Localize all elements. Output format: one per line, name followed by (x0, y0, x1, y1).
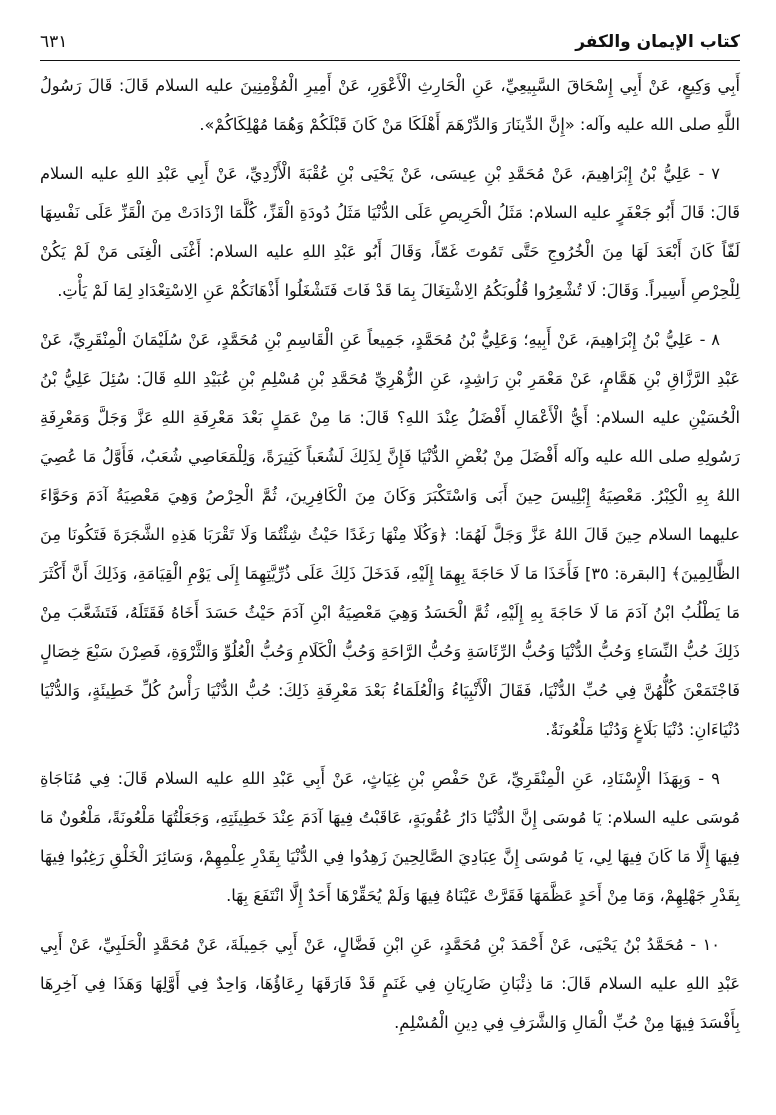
hadith-10: ١٠ - مُحَمَّدُ بْنُ يَحْيَى، عَنْ أَحْمَدَ بْنِ مُحَمَّدٍ، عَنِ ابْنِ فَضَّالٍ، عَنْ أَبِي جَمِيلَةَ، عَنْ مُحَمَّدٍ الْحَلَبِيِّ، عَنْ أَبِي عَبْدِ اللهِ عليه السلام قَالَ: مَا ذِئْبَانِ ضَارِيَانِ فِي غَنَمٍ قَدْ فَارَقَهَا رِعَاؤُهَا، وَاحِدٌ فِي أَوَّلِهَا وَهَذَا فِي آخِرِهَا بِأَفْسَدَ فِيهَا مِنْ حُبِّ الْمَالِ وَالشَّرَفِ فِي دِينِ الْمُسْلِمِ. (40, 935, 740, 1032)
page-number: ٦٣١ (40, 32, 68, 52)
hadith-9: ٩ - وَبِهَذَا الْإِسْنَادِ، عَنِ الْمِنْقَرِيِّ، عَنْ حَفْصِ بْنِ غِيَاثٍ، عَنْ أَبِي عَبْدِ اللهِ عليه السلام قَالَ: فِي مُنَاجَاةِ مُوسَى عليه السلام: يَا مُوسَى إِنَّ الدُّنْيَا دَارُ عُقُوبَةٍ، عَاقَبْتُ فِيهَا آدَمَ عِنْدَ خَطِيئَتِهِ، وَجَعَلْتُهَا مَلْعُونَةً، مَلْعُونٌ مَا فِيهَا إِلَّا مَا كَانَ فِيهَا لِي، يَا مُوسَى إِنَّ عِبَادِيَ الصَّالِحِينَ زَهِدُوا فِي الدُّنْيَا بِقَدْرِ عِلْمِهِمْ، وَسَائِرَ الْخَلْقِ رَغِبُوا فِيهَا بِقَدْرِ جَهْلِهِمْ، وَمَا مِنْ أَحَدٍ عَظَّمَهَا فَقَرَّتْ عَيْنَاهُ فِيهَا وَلَمْ يُحَقِّرْهَا أَحَدٌ إِلَّا انْتَفَعَ بِهَا. (40, 769, 740, 905)
header-rule (40, 60, 740, 61)
page-body (40, 66, 740, 1042)
book-title: كتاب الإيمان والكفر (575, 32, 740, 52)
paragraph-continuation: أَبِي وَكِيعٍ، عَنْ أَبِي إِسْحَاقَ السَّبِيعِيِّ، عَنِ الْحَارِثِ الْأَعْوَرِ، عَنْ أَمِيرِ الْمُؤْمِنِينَ عليه السلام قَالَ: قَالَ رَسُولُ اللَّهِ صلى الله عليه وآله: «إِنَّ الدِّينَارَ وَالدِّرْهَمَ أَهْلَكَا مَنْ كَانَ قَبْلَكُمْ وَهُمَا مُهْلِكَاكُمْ». (40, 76, 740, 134)
hadith-8: ٨ - عَلِيُّ بْنُ إِبْرَاهِيمَ، عَنْ أَبِيهِ؛ وَعَلِيُّ بْنُ مُحَمَّدٍ، جَمِيعاً عَنِ الْقَاسِمِ بْنِ مُحَمَّدٍ، عَنْ سُلَيْمَانَ الْمِنْقَرِيِّ، عَنْ عَبْدِ الرَّزَّاقِ بْنِ هَمَّامٍ، عَنْ مَعْمَرِ بْنِ رَاشِدٍ، عَنِ الزُّهْرِيِّ مُحَمَّدِ بْنِ مُسْلِمِ بْنِ عُبَيْدِ اللهِ قَالَ: سُئِلَ عَلِيُّ بْنُ الْحُسَيْنِ عليه السلام: أَيُّ الْأَعْمَالِ أَفْضَلُ عِنْدَ اللهِ؟ قَالَ: مَا مِنْ عَمَلٍ بَعْدَ مَعْرِفَةِ اللهِ عَزَّ وَجَلَّ وَمَعْرِفَةِ رَسُولِهِ صلى الله عليه وآله أَفْضَلَ مِنْ بُغْضِ الدُّنْيَا فَإِنَّ لِذَلِكَ لَشُعَباً كَثِيرَةً، وَلِلْمَعَاصِي شُعَبٌ، فَأَوَّلُ مَا عُصِيَ اللهُ بِهِ الْكِبْرُ. مَعْصِيَةُ إِبْلِيسَ حِينَ أَبَى وَاسْتَكْبَرَ وَكَانَ مِنَ الْكَافِرِينَ، ثُمَّ الْحِرْصُ وَهِيَ مَعْصِيَةُ آدَمَ وَحَوَّاءَ عليهما السلام حِينَ قَالَ اللهُ عَزَّ وَجَلَّ لَهُمَا: ﴿وَكُلَا مِنْهَا رَغَدًا حَيْثُ شِئْتُمَا وَلَا تَقْرَبَا هَذِهِ الشَّجَرَةَ فَتَكُونَا مِنَ الظَّالِمِينَ﴾ [البقرة: ٣٥] فَأَخَذَا مَا لَا حَاجَةَ بِهِمَا إِلَيْهِ، فَدَخَلَ ذَلِكَ عَلَى ذُرِّيَّتِهِمَا إِلَى يَوْمِ الْقِيَامَةِ، وَذَلِكَ أَنَّ أَكْثَرَ مَا يَطْلُبُ ابْنُ آدَمَ مَا لَا حَاجَةَ بِهِ إِلَيْهِ، ثُمَّ الْحَسَدُ وَهِيَ مَعْصِيَةُ ابْنِ آدَمَ حَيْثُ حَسَدَ أَخَاهُ فَقَتَلَهُ، فَتَشَعَّبَ مِنْ ذَلِكَ حُبُّ النِّسَاءِ وَحُبُّ الدُّنْيَا وَحُبُّ الرِّئَاسَةِ وَحُبُّ الرَّاحَةِ وَحُبُّ الْكَلَامِ وَحُبُّ الْعُلُوِّ وَالثَّرْوَةِ، فَصِرْنَ سَبْعَ خِصَالٍ فَاجْتَمَعْنَ كُلُّهُنَّ فِي حُبِّ الدُّنْيَا، فَقَالَ الْأَنْبِيَاءُ وَالْعُلَمَاءُ بَعْدَ مَعْرِفَةِ ذَلِكَ: حُبُّ الدُّنْيَا رَأْسُ كُلِّ خَطِيئَةٍ، وَالدُّنْيَا دُنْيَاءَانِ: دُنْيَا بَلَاغٍ وَدُنْيَا مَلْعُونَةٌ. (40, 330, 740, 739)
page-header (40, 30, 740, 56)
hadith-7: ٧ - عَلِيُّ بْنُ إِبْرَاهِيمَ، عَنْ مُحَمَّدِ بْنِ عِيسَى، عَنْ يَحْيَى بْنِ عُقْبَةَ الْأَزْدِيِّ، عَنْ أَبِي عَبْدِ اللهِ عليه السلام قَالَ: قَالَ أَبُو جَعْفَرٍ عليه السلام: مَثَلُ الْحَرِيصِ عَلَى الدُّنْيَا مَثَلُ دُودَةِ الْقَزِّ، كُلَّمَا ازْدَادَتْ مِنَ الْقَزِّ عَلَى نَفْسِهَا لَفّاً كَانَ أَبْعَدَ لَهَا مِنَ الْخُرُوجِ حَتَّى تَمُوتَ غَمّاً، وَقَالَ أَبُو عَبْدِ اللهِ عليه السلام: أَغْنَى الْغِنَى مَنْ لَمْ يَكُنْ لِلْحِرْصِ أَسِيراً. وَقَالَ: لَا تُشْعِرُوا قُلُوبَكُمُ الِاشْتِغَالَ بِمَا قَدْ فَاتَ فَتَشْغَلُوا أَذْهَانَكُمْ عَنِ الِاسْتِعْدَادِ لِمَا لَمْ يَأْتِ. (40, 164, 740, 300)
